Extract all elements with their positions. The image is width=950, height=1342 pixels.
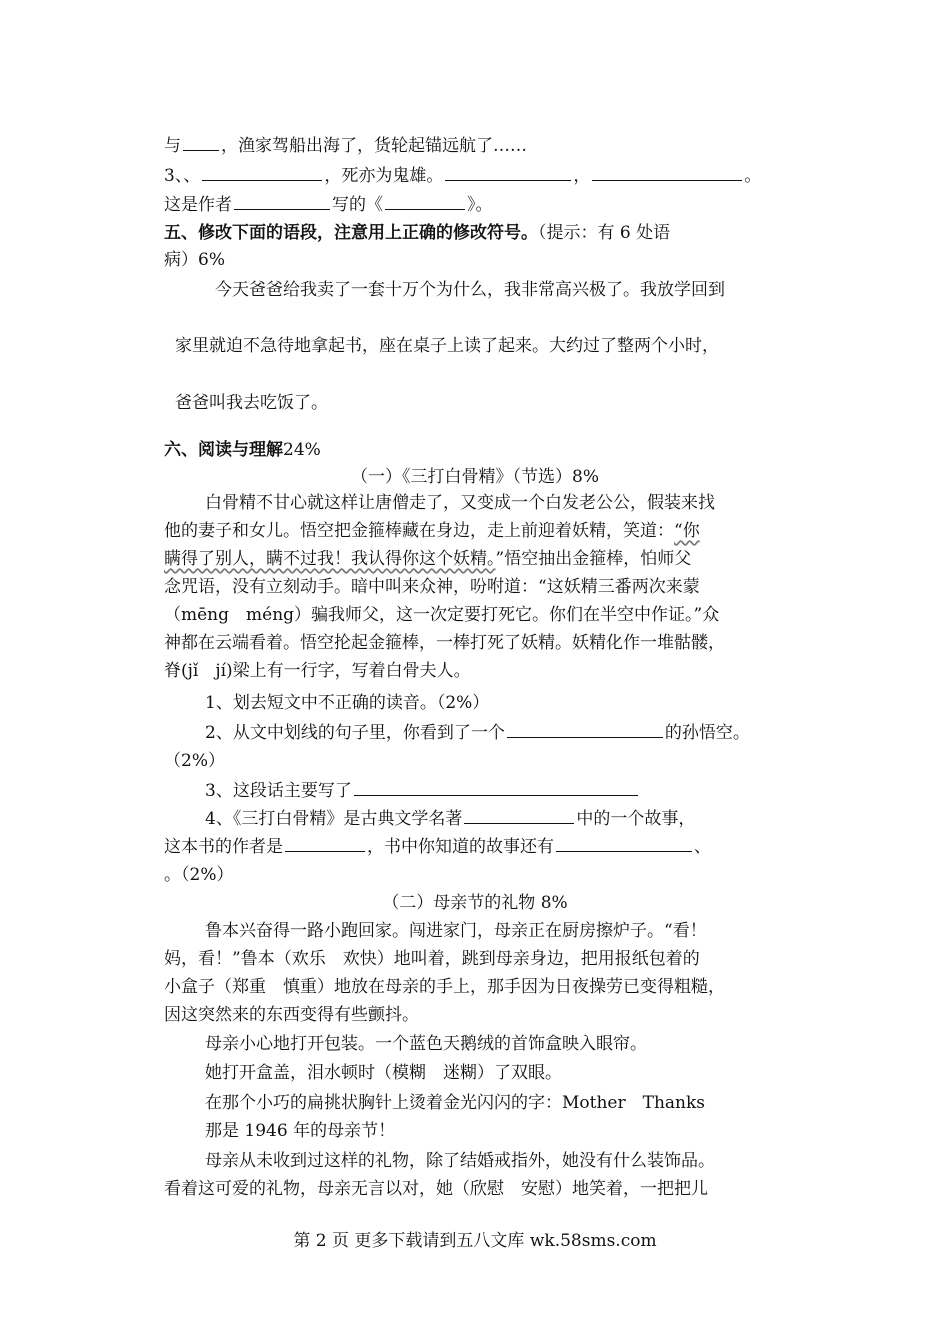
- fill-blank[interactable]: [507, 720, 663, 738]
- fill-blank[interactable]: [234, 192, 330, 210]
- text: （二）母亲节的礼物 8%: [382, 893, 568, 913]
- text: 。: [744, 166, 762, 186]
- reading-line: [205, 1060, 562, 1086]
- fill-blank[interactable]: [354, 778, 638, 796]
- text: 妈，看！”鲁本（欢乐 欢快）地叫着，跳到母亲身边，把用报纸包着的: [164, 949, 700, 969]
- text: 》。: [467, 195, 493, 215]
- fill-blank[interactable]: [592, 163, 742, 181]
- section-five-heading: [164, 220, 670, 246]
- reading-line: [205, 1090, 705, 1116]
- text: 写的《: [332, 195, 383, 215]
- text: 母亲小心地打开包装。一个蓝色天鹅绒的首饰盒映入眼帘。: [205, 1034, 647, 1054]
- reading-line: [164, 974, 725, 1000]
- text: 的孙悟空。: [664, 723, 750, 743]
- text-line: [164, 834, 711, 860]
- reading-line: [205, 1118, 395, 1144]
- passage-line: [175, 390, 328, 416]
- fill-blank[interactable]: [445, 163, 571, 181]
- fill-blank[interactable]: [202, 163, 322, 181]
- text: 在那个小巧的扁挑状胸针上烫着金光闪闪的字：Mother Thanks: [205, 1093, 706, 1113]
- text: ，书中你知道的故事还有: [367, 837, 554, 857]
- reading-line: [205, 1031, 647, 1057]
- text: （mēng méng）骗我师父，这一次定要打死它。你们在半空中作证。”众: [164, 605, 720, 625]
- reading-line: [164, 518, 700, 544]
- section-six-heading: [164, 437, 321, 463]
- text: ”悟空抽出金箍棒，怕师父: [495, 549, 692, 569]
- text: 爸爸叫我去吃饭了。: [175, 393, 328, 413]
- text: 那是 1946 年的母亲节！: [205, 1121, 396, 1141]
- fill-blank[interactable]: [285, 834, 365, 852]
- text: 白骨精不甘心就这样让唐僧走了，又变成一个白发老公公，假装来找: [205, 493, 715, 513]
- text: ，: [573, 166, 591, 186]
- text-line: [164, 862, 233, 888]
- subsection-title: [0, 464, 950, 490]
- text: 鲁本兴奋得一路小跑回家。闯进家门，母亲正在厨房擦炉子。“看！: [205, 921, 707, 941]
- question-1: [205, 690, 489, 716]
- underlined-text: 瞒得了别人，瞒不过我！我认得你这个妖精。: [164, 549, 496, 569]
- reading-line: [164, 574, 700, 600]
- text: （一）《三打白骨精》（节选）8%: [351, 467, 599, 487]
- reading-line: [205, 918, 707, 944]
- question-3: [205, 778, 640, 804]
- question-2: [205, 720, 750, 746]
- text: 今天爸爸给我卖了一套十万个为什么，我非常高兴极了。我放学回到: [215, 280, 725, 300]
- text: 念咒语，没有立刻动手。暗中叫来众神，吩咐道：“这妖精三番两次来蒙: [164, 577, 700, 597]
- text: 因这突然来的东西变得有些颤抖。: [164, 1005, 419, 1025]
- reading-line: [205, 1148, 715, 1174]
- text: 看着这可爱的礼物，母亲无言以对，她（欣慰 安慰）地笑着，一把把儿: [164, 1179, 708, 1199]
- passage-line: [175, 333, 719, 359]
- page-footer: [0, 1228, 950, 1254]
- passage-line: [215, 277, 725, 303]
- text: 中的一个故事，: [576, 809, 696, 829]
- fill-blank[interactable]: [464, 806, 574, 824]
- text-line: [164, 163, 761, 189]
- text: 她打开盒盖，泪水顿时（模糊 迷糊）了双眼。: [205, 1063, 562, 1083]
- text: ，死亦为鬼雄。: [324, 166, 444, 186]
- text: 2、从文中划线的句子里，你看到了一个: [205, 723, 505, 743]
- underlined-text: “你: [674, 521, 700, 541]
- subsection-title: [0, 890, 950, 916]
- text: （2%）: [164, 751, 225, 771]
- text: ，渔家驾船出海了，货轮起锚远航了……: [221, 136, 527, 156]
- reading-line: [164, 658, 471, 684]
- question-4: [205, 806, 695, 832]
- text: 1、划去短文中不正确的读音。（2%）: [205, 693, 490, 713]
- fill-blank[interactable]: [183, 133, 219, 151]
- reading-line: [164, 946, 700, 972]
- text: 病）6%: [164, 250, 225, 270]
- text: 母亲从未收到过这样的礼物，除了结婚戒指外，她没有什么装饰品。: [205, 1151, 715, 1171]
- text-line: [164, 192, 493, 218]
- reading-line: [164, 630, 725, 656]
- text-line: [164, 133, 527, 159]
- section-percent: 24%: [283, 440, 321, 460]
- text: 他的妻子和女儿。悟空把金箍棒藏在身边，走上前迎着妖精，笑道：: [164, 521, 674, 541]
- reading-line: [205, 490, 715, 516]
- text: 与: [164, 136, 181, 156]
- section-title: 五、修改下面的语段，注意用上正确的修改符号。: [164, 223, 538, 243]
- footer-text: 第 2 页 更多下载请到五八文库 wk.58sms.com: [293, 1231, 657, 1251]
- text: 3、、: [164, 166, 201, 186]
- text-line: [164, 748, 225, 774]
- text: 这是作者: [164, 195, 232, 215]
- text: 、: [694, 837, 711, 857]
- fill-blank[interactable]: [385, 192, 465, 210]
- reading-line: [164, 602, 719, 628]
- text: 脊(jǐ jí)梁上有一行字，写着白骨夫人。: [164, 661, 471, 681]
- text: 。（2%）: [164, 865, 234, 885]
- reading-line: [164, 546, 691, 572]
- text: 家里就迫不急待地拿起书，座在桌子上读了起来。大约过了整两个小时，: [175, 336, 719, 356]
- text: 4、《三打白骨精》是古典文学名著: [205, 809, 463, 829]
- section-title: 六、阅读与理解: [164, 440, 283, 460]
- text: 小盒子（郑重 慎重）地放在母亲的手上，那手因为日夜操劳已变得粗糙，: [164, 977, 725, 997]
- fill-blank[interactable]: [556, 834, 692, 852]
- reading-line: [164, 1002, 419, 1028]
- text: 这本书的作者是: [164, 837, 283, 857]
- section-hint: （提示：有 6 处语: [538, 223, 671, 243]
- reading-line: [164, 1176, 708, 1202]
- text: 3、这段话主要写了: [205, 781, 352, 801]
- text: 神都在云端看着。悟空抡起金箍棒，一棒打死了妖精。妖精化作一堆骷髅，: [164, 633, 725, 653]
- text-line: [164, 247, 225, 273]
